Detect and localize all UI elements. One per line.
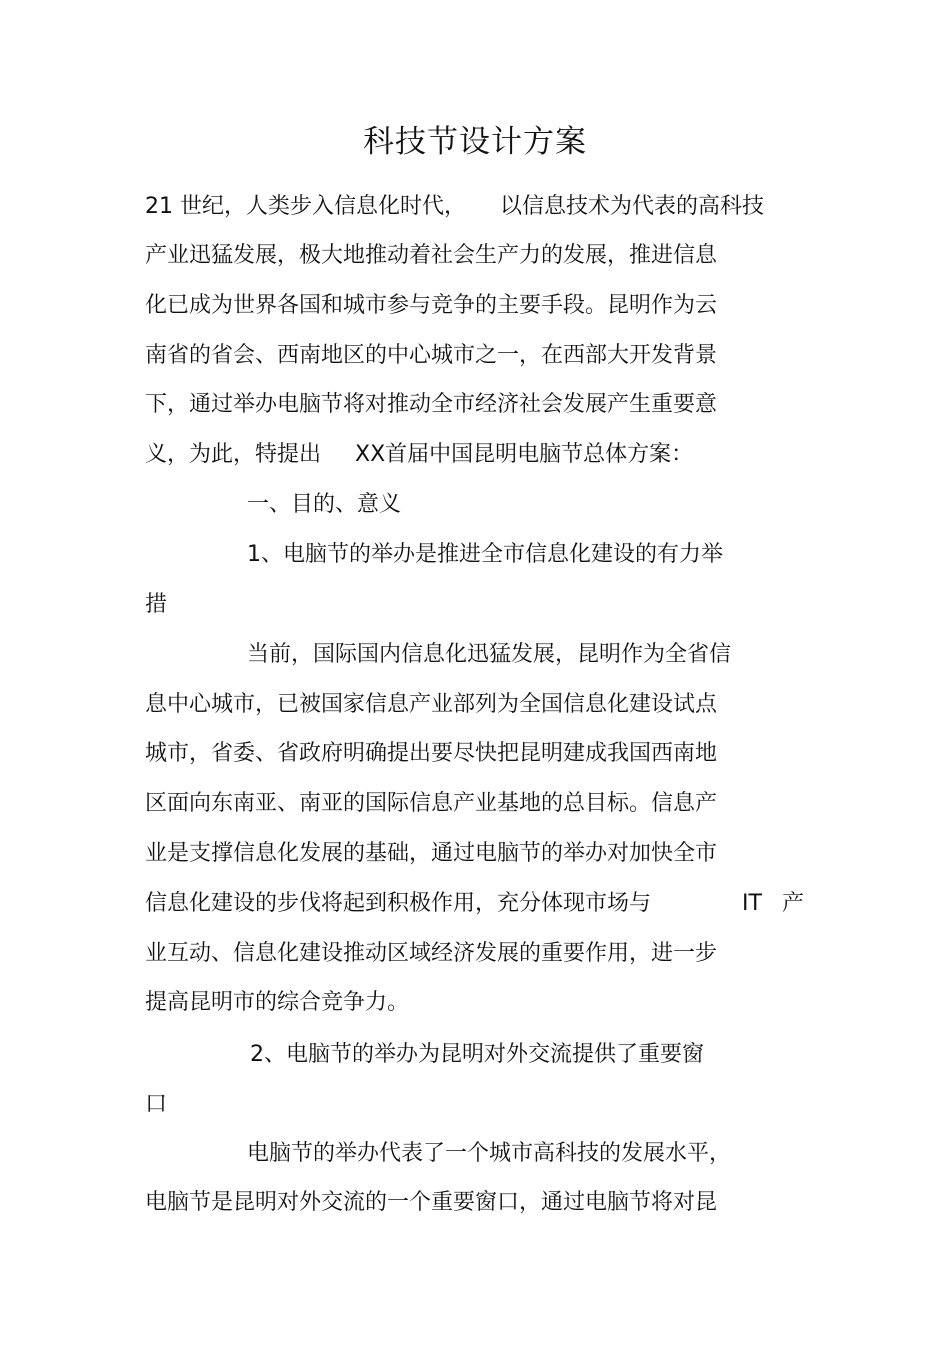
intro-line-5: 下，通过举办电脑节将对推动全市经济社会发展产生重要意 <box>145 392 718 417</box>
document-title: 科技节设计方案 <box>363 124 587 160</box>
item1-para-line-6c: 产 <box>782 891 805 916</box>
item2-heading-line-2: 口 <box>145 1092 168 1117</box>
item1-para-line-2: 息中心城市，已被国家信息产业部列为全国信息化建设试点 <box>145 692 718 717</box>
intro-line-4: 南省的省会、西南地区的中心城市之一，在西部大开发背景 <box>145 343 718 368</box>
item1-para-line-5: 业是支撑信息化发展的基础，通过电脑节的举办对加快全市 <box>145 841 718 866</box>
item1-para-line-7: 业互动、信息化建设推动区域经济发展的重要作用，进一步 <box>145 941 718 966</box>
item1-heading-line-2: 措 <box>145 592 168 617</box>
item1-para-line-8: 提高昆明市的综合竞争力。 <box>145 990 410 1015</box>
item1-para-line-1: 当前，国际国内信息化迅猛发展，昆明作为全省信 <box>247 642 732 667</box>
intro-line-1a: 21 世纪，人类步入信息化时代， <box>145 194 466 219</box>
intro-line-2: 产业迅猛发展，极大地推动着社会生产力的发展，推进信息 <box>145 243 718 268</box>
intro-line-6a: 义，为此，特提出 <box>145 442 322 467</box>
section-heading: 一、目的、意义 <box>247 492 402 517</box>
item1-para-line-3: 城市，省委、省政府明确提出要尽快把昆明建成我国西南地 <box>145 741 718 766</box>
item1-para-line-6a: 信息化建设的步伐将起到积极作用，充分体现市场与 <box>145 891 652 916</box>
item1-para-line-4: 区面向东南亚、南亚的国际信息产业基地的总目标。信息产 <box>145 791 718 816</box>
intro-line-1b: 以信息技术为代表的高科技 <box>500 194 765 219</box>
item1-heading-line-1: 1、电脑节的举办是推进全市信息化建设的有力举 <box>247 542 723 567</box>
item2-para-line-2: 电脑节是昆明对外交流的一个重要窗口，通过电脑节将对昆 <box>145 1190 718 1215</box>
intro-line-6b: XX首届中国昆明电脑节总体方案： <box>355 442 694 467</box>
item2-heading-line-1: 2、电脑节的举办为昆明对外交流提供了重要窗 <box>250 1042 704 1067</box>
item1-para-line-6b: IT <box>742 891 762 916</box>
intro-line-3: 化已成为世界各国和城市参与竞争的主要手段。昆明作为云 <box>145 293 718 318</box>
item2-para-line-1: 电脑节的举办代表了一个城市高科技的发展水平， <box>247 1141 732 1166</box>
